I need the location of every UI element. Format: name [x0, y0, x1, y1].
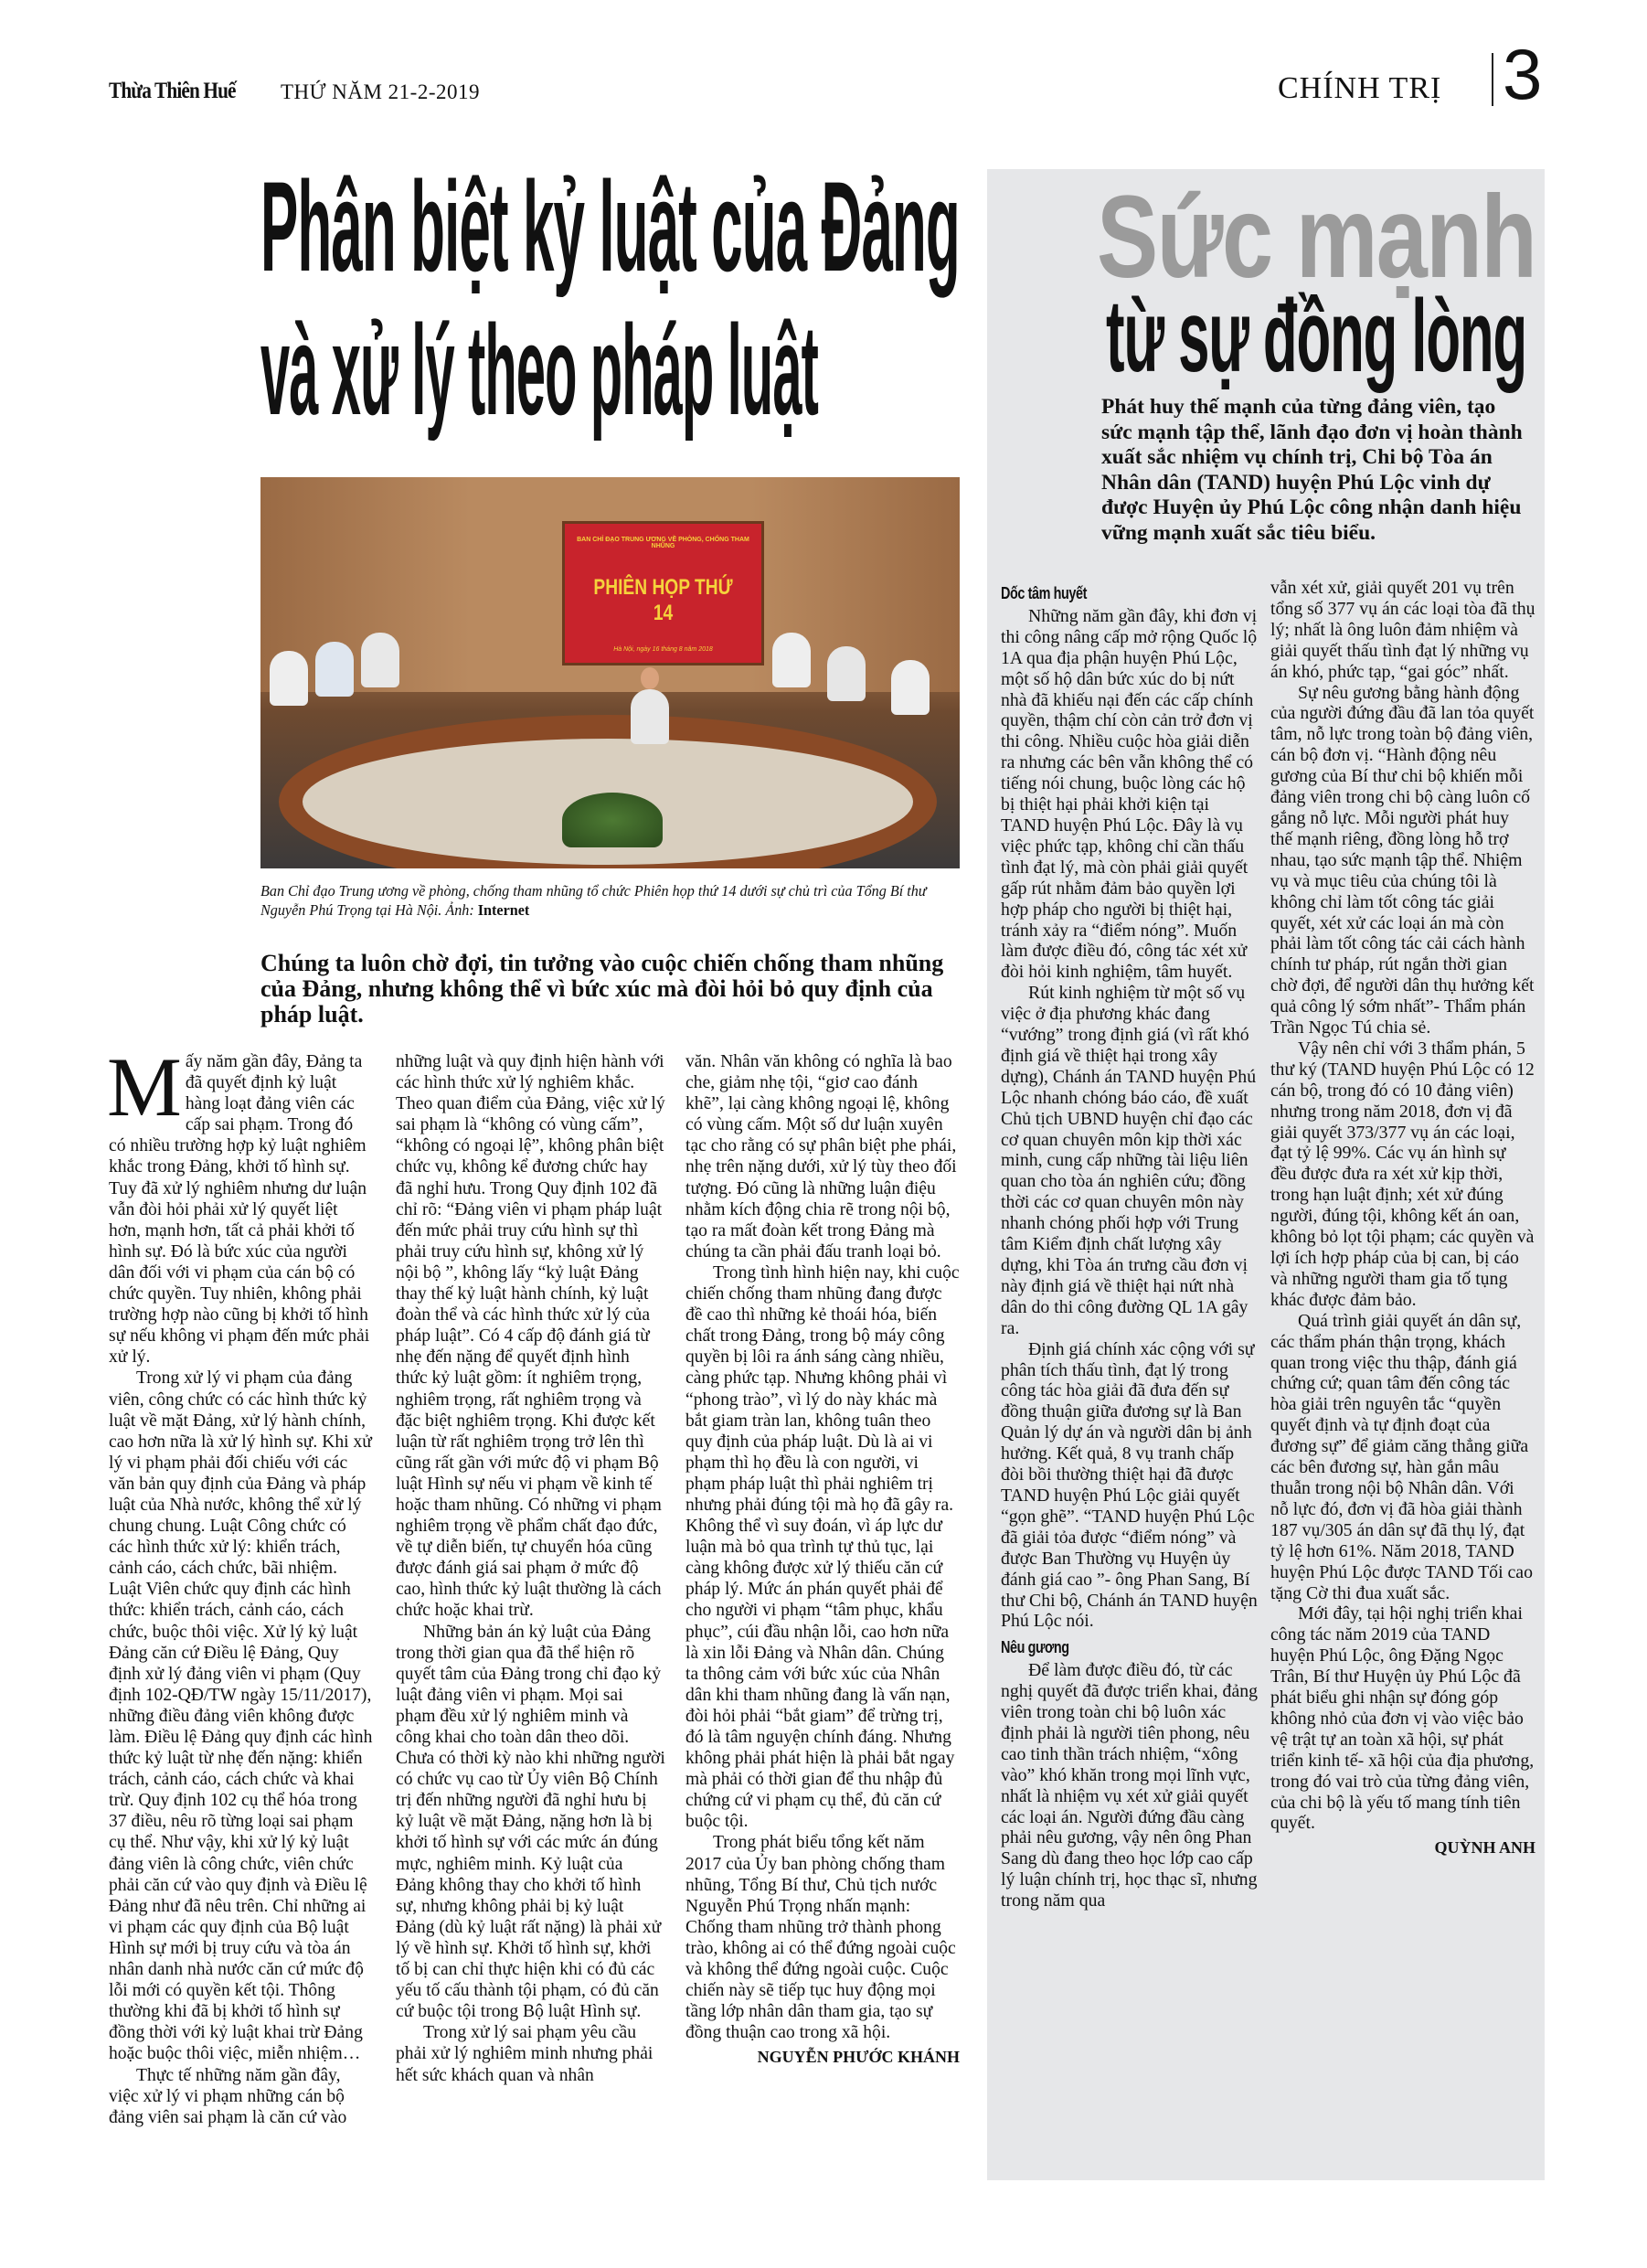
paragraph: Sự nêu gương bằng hành động của người đứng đầu đã lan tỏa quyết tâm, nỗ lực trong toàn bộ đảng viên, cán bộ đơn vị. “Hành động nêu gương của Bí thư chi bộ khiến mỗi đảng viên trong chi bộ càng luôn cố gắng nỗ lực. Mỗi người phát huy thế mạnh riêng, đồng lòng hỗ trợ nhau, tạo sức mạnh tập thể. Nhiệm vụ và mục tiêu của chúng tôi là không chỉ làm tốt công tác giải quyết, xét xử các loại án mà còn phải làm tốt công tác cải cách hành chính tư pháp, rút ngắn thời gian chờ đợi, để người dân thụ hưởng kết quả công lý sớm nhất”- Thẩm phán Trần Ngọc Tú chia sẻ.: [1270, 682, 1535, 1038]
photo-banner: [562, 521, 764, 665]
paragraph: Những bản án kỷ luật của Đảng trong thời gian qua đã thể hiện rõ quyết tâm của Đảng trong chỉ đạo kỷ luật đảng viên vi phạm. Mọi sai phạm đều xử lý nghiêm minh và công khai cho toàn dân theo dõi. Chưa có thời kỳ nào khi những người có chức vụ cao từ Ủy viên Bộ Chính trị đến những người đã nghỉ hưu bị kỷ luật về mặt Đảng, nặng hơn là bị khởi tố hình sự với các mức án đúng mực, nghiêm minh. Kỷ luật của Đảng không thay cho khởi tố hình sự, nhưng không phải bị kỷ luật Đảng (dù kỷ luật rất nặng) là phải xử lý về hình sự. Khởi tố hình sự, khởi tố bị can chỉ thực hiện khi có đủ các yếu tố cấu thành tội phạm, có đủ căn cứ buộc tội trong Bộ luật Hình sự.: [396, 1622, 665, 2022]
sidebar-title-line-1: Sức mạnh: [1097, 172, 1536, 303]
drop-cap: M: [107, 1040, 182, 1134]
sidebar-lead: Phát huy thế mạnh của từng đảng viên, tạo sức mạnh tập thể, lãnh đạo đơn vị hoàn thành xuất sắc nhiệm vụ chính trị, Chi bộ Tòa án Nhân dân (TAND) huyện Phú Lộc vinh dự được Huyện ủy Phú Lộc công nhận danh hiệu vững mạnh xuất sắc tiêu biểu.: [1101, 395, 1523, 545]
photo-person: [270, 651, 308, 706]
newspaper-name: Thừa Thiên Huế: [109, 79, 236, 103]
paragraph: Trong tình hình hiện nay, khi cuộc chiến chống tham nhũng đang được đề cao thì những kẻ thoái hóa, biến chất trong Đảng, trong bộ máy công quyền bị lôi ra ánh sáng càng nhiều, càng phức tạp. Nhưng không phải vì “phong trào”, vì lý do này khác mà bắt giam tràn lan, không tuân theo quy định của pháp luật. Dù là ai vi phạm thì họ đều là con người, vi phạm pháp luật thì phải nghiêm trị nhưng phải đúng tội mà họ đã gây ra. Không thể vì suy đoán, vì áp lực dư luận mà bỏ qua trình tự thủ tục, lại càng không được xử lý thiếu căn cứ pháp lý. Mức án phán quyết phải để cho người vi phạm “tâm phục, khẩu phục”, cúi đầu nhận lỗi, cao hơn nữa là xin lỗi Đảng và Nhân dân. Chúng ta thông cảm với bức xúc của Nhân dân khi tham nhũng đang là vấn nạn, đòi hỏi phải “bắt giam” để trừng trị, đó là tâm nguyện chính đáng. Nhưng không phải phát hiện là phải bắt ngay mà phải có thời gian để thu nhập đủ chứng cứ vi phạm cụ thể, đủ căn cứ buộc tội.: [685, 1262, 960, 1832]
article-title-line-1: Phân biệt kỷ luật của Đảng: [260, 154, 960, 298]
photo-person: [827, 646, 866, 701]
article-column-1: [107, 1040, 374, 2128]
author-byline: QUỲNH ANH: [1434, 1838, 1535, 1858]
paragraph: Mới đây, tại hội nghị triển khai công tác năm 2019 của TAND huyện Phú Lộc, ông Đặng Ngọc Trân, Bí thư Huyện ủy Phú Lộc đã phát biểu ghi nhận sự đóng góp không nhỏ của đơn vị vào việc bảo vệ trật tự an toàn xã hội, sự phát triển kinh tế- xã hội của địa phương, trong đó vai trò của từng đảng viên, của chi bộ là yếu tố mang tính tiên quyết.: [1270, 1603, 1535, 1834]
paragraph: văn. Nhân văn không có nghĩa là bao che, giảm nhẹ tội, “giơ cao đánh khẽ”, lại càng không ngoại lệ, không có vùng cấm. Một số dư luận xuyên tạc cho rằng có sự phân biệt phe phái, nhẹ trên nặng dưới, xử lý tùy theo đối tượng. Đó cũng là những luận điệu nhằm kích động chia rẽ trong nội bộ, tạo ra mất đoàn kết trong Đảng mà chúng ta cần phải đấu tranh loại bỏ.: [685, 1052, 957, 1262]
paragraph: vẫn xét xử, giải quyết 201 vụ trên tổng số 377 vụ án các loại tòa đã thụ lý; nhất là ông luôn đảm nhiệm và giải quyết thấu tình đạt lý những vụ án khó, phức tạp, “gai góc” nhất.: [1270, 578, 1535, 682]
paragraph: những luật và quy định hiện hành với các hình thức xử lý nghiêm khắc. Theo quan điểm của Đảng, việc xử lý sai phạm là “không có vùng cấm”, “không có ngoại lệ”, không phân biệt chức vụ, không kể đương chức hay đã nghỉ hưu. Trong Quy định 102 đã chỉ rõ: “Đảng viên vi phạm pháp luật đến mức phải truy cứu hình sự thì phải truy cứu hình sự, không xử lý nội bộ ”, không lấy “kỷ luật Đảng thay thế kỷ luật hành chính, kỷ luật đoàn thể và các hình thức xử lý của pháp luật”. Có 4 cấp độ đánh giá từ nhẹ đến nặng để quyết định hình thức kỷ luật gồm: ít nghiêm trọng, nghiêm trọng, rất nghiêm trọng và đặc biệt nghiêm trọng. Khi được kết luận từ rất nghiêm trọng trở lên thì cũng rất gần với mức độ vi phạm Bộ luật Hình sự nếu vi phạm về kinh tế hoặc tham nhũng. Có những vi phạm nghiêm trọng về phẩm chất đạo đức, về tự diễn biến, tự chuyển hóa cũng được đánh giá sai phạm ở mức độ cao, hình thức kỷ luật thường là cách chức hoặc khai trừ.: [396, 1052, 665, 1621]
paragraph: [107, 1040, 374, 1368]
article-lead: Chúng ta luôn chờ đợi, tin tưởng vào cuộc chiến chống tham nhũng của Đảng, nhưng không thể vì bức xúc mà đòi hỏi bỏ quy định của pháp luật.: [260, 950, 944, 1028]
paragraph: Trong xử lý vi phạm của đảng viên, công chức có các hình thức kỷ luật về mặt Đảng, xử lý hành chính, cao hơn nữa là xử lý hình sự. Khi xử lý vi phạm phải đối chiếu với các văn bản quy định của Đảng và pháp luật của Nhà nước, không thể xử lý chung chung. Luật Công chức có các hình thức xử lý: khiển trách, cảnh cáo, cách chức, bãi nhiệm. Luật Viên chức quy định các hình thức: khiển trách, cảnh cáo, cách chức, buộc thôi việc. Xử lý kỷ luật Đảng căn cứ Điều lệ Đảng, Quy định xử lý đảng viên vi phạm (Quy định 102-QĐ/TW ngày 15/11/2017), những điều đảng viên không được làm. Điều lệ Đảng quy định các hình thức kỷ luật từ nhẹ đến nặng: khiển trách, cảnh cáo, cách chức và khai trừ. Quy định 102 cụ thể hóa trong 37 điều, nêu rõ từng loại sai phạm cụ thể. Như vậy, khi xử lý kỷ luật đảng viên là công chức, viên chức phải căn cứ vào quy định và Điều lệ Đảng như đã nêu trên. Chỉ những ai vi phạm các quy định của Bộ luật Hình sự mới bị truy cứu và tòa án nhân danh nhà nước căn cứ mức độ lỗi mới có quyền kết tội. Thông thường khi đã bị khởi tố hình sự đồng thời với kỷ luật khai trừ Đảng hoặc buộc thôi việc, miễn nhiệm…: [109, 1368, 373, 2064]
header-divider: [1492, 53, 1493, 106]
photo-person: [891, 660, 930, 715]
paragraph: Rút kinh nghiệm từ một số vụ việc ở địa phương khác đang “vướng” trong định giá (vì rất khó định giá về thiệt hại trong xây dựng), Chánh án TAND huyện Phú Lộc nhanh chóng báo cáo, đề xuất Chủ tịch UBND huyện chỉ đạo các cơ quan chuyên môn kịp thời xác minh, cung cấp những tài liệu liên quan cho tòa án nghiên cứu; đồng thời các cơ quan chuyên môn này nhanh chóng phối hợp với Trung tâm Kiểm định chất lượng xây dựng, khi Tòa án trưng cầu đơn vị này định giá về thiệt hại nứt nhà dân do thi công đường QL 1A gây ra.: [1001, 983, 1257, 1338]
paragraph: Định giá chính xác cộng với sự phân tích thấu tình, đạt lý trong công tác hòa giải đã đưa đến sự đồng thuận giữa đương sự là Ban Quản lý dự án và người dân bị ảnh hưởng. Kết quả, 8 vụ tranh chấp đòi bồi thường thiệt hại đã được TAND huyện Phú Lộc giải quyết “gọn ghẽ”. “TAND huyện Phú Lộc đã giải tỏa được “điểm nóng” và được Ban Thường vụ Huyện ủy đánh giá cao ”- ông Phan Sang, Bí thư Chi bộ, Chánh án TAND huyện Phú Lộc nói.: [1001, 1338, 1258, 1632]
page-number: 3: [1503, 34, 1543, 114]
article-column-3: [685, 1051, 960, 2069]
paragraph: Những năm gần đây, khi đơn vị thi công nâng cấp mở rộng Quốc lộ 1A qua địa phận huyện Phú Lộc, một số hộ dân bức xúc do bị nứt nhà đã khiếu nại đến các cấp chính quyền, thậm chí còn cản trở đơn vị thi công. Nhiều cuộc hòa giải diễn ra nhưng các bên vẫn không thể có tiếng nói chung, buộc lòng các hộ bị thiệt hại phải khởi kiện tại TAND huyện Phú Lộc. Đây là vụ việc phức tạp, không chỉ cần thấu tình đạt lý, mà còn phải giải quyết gấp rút nhằm đảm bảo quyền lợi hợp pháp cho người bị thiệt hại, tránh xảy ra “điểm nóng”. Muốn làm được điều đó, công tác xét xử đòi hỏi kinh nghiệm, tâm huyết.: [1001, 605, 1258, 983]
issue-date: THỨ NĂM 21-2-2019: [281, 80, 480, 103]
banner-top-text: BAN CHỈ ĐẠO TRUNG ƯƠNG VỀ PHÒNG, CHỐNG THAM NHŨNG: [577, 537, 749, 549]
photo-person: [361, 633, 399, 687]
banner-date-text: Hà Nội, ngày 16 tháng 8 năm 2018: [613, 646, 713, 653]
photo-person: [315, 642, 354, 697]
subheading: Dốc tâm huyết: [1001, 584, 1088, 602]
paragraph-text: ấy năm gần đây, Đảng ta đã quyết định kỷ luật hàng loạt đảng viên các cấp sai phạm. Trong đó có nhiều trường hợp kỷ luật nghiêm khắc trong Đảng, khởi tố hình sự. Tuy đã xử lý nghiêm nhưng dư luận vẫn đòi hỏi phải xử lý quyết liệt hơn, mạnh hơn, tất cả phải khởi tố hình sự. Đó là bức xúc của người dân đối với vi phạm của cán bộ có chức quyền. Tuy nhiên, không phải trường hợp nào cũng bị khởi tố hình sự nếu không vi phạm đến mức phải xử lý.: [109, 1052, 370, 1368]
author-byline: NGUYỄN PHƯỚC KHÁNH: [757, 2048, 960, 2067]
photo-caption: [260, 881, 930, 920]
article-photo: [260, 477, 960, 868]
paragraph: Trong xử lý sai phạm yêu cầu phải xử lý nghiêm minh nhưng phải hết sức khách quan và nhân: [396, 2023, 653, 2085]
paragraph: Thực tế những năm gần đây, việc xử lý vi phạm những cán bộ đảng viên sai phạm là căn cứ vào: [109, 2065, 347, 2127]
article-column-2: [396, 1051, 665, 2086]
caption-text: Ban Chỉ đạo Trung ương về phòng, chống tham nhũng tổ chức Phiên họp thứ 14 dưới sự chủ trì của Tổng Bí thư Nguyễn Phú Trọng tại Hà Nội. Ảnh:: [260, 882, 927, 919]
sidebar-column-2: [1270, 578, 1535, 1858]
banner-main-text: PHIÊN HỌP THỨ 14: [593, 575, 733, 625]
photo-person: [631, 689, 669, 744]
photo-flowers: [562, 793, 663, 847]
paragraph: Quá trình giải quyết án dân sự, các thẩm phán thận trọng, khách quan trong việc thu thập, đánh giá chứng cứ; quan tâm đến công tác hòa giải trên nguyên tắc “quyền quyết định và tự định đoạt của đương sự” để giảm căng thẳng giữa các bên đương sự, hàn gắn mâu thuẫn trong nội bộ Nhân dân. Với nỗ lực đó, đơn vị đã hòa giải thành 187 vụ/305 án dân sự đã thụ lý, đạt tỷ lệ hơn 61%. Năm 2018, TAND huyện Phú Lộc được TAND Tối cao tặng Cờ thi đua xuất sắc.: [1270, 1310, 1533, 1603]
photo-person-head: [641, 667, 659, 689]
photo-person: [772, 633, 811, 687]
section-title: CHÍNH TRỊ: [1278, 71, 1442, 105]
paragraph: Trong phát biểu tổng kết năm 2017 của Ủy ban phòng chống tham nhũng, Tổng Bí thư, Chủ tịch nước Nguyễn Phú Trọng nhấn mạnh: Chống tham nhũng trở thành phong trào, không ai có thể đứng ngoài cuộc và không thể đứng ngoài cuộc. Cuộc chiến này sẽ tiếp tục huy động mọi tầng lớp nhân dân tham gia, tạo sự đồng thuận cao trong xã hội.: [685, 1833, 956, 2043]
sidebar-column-1: [1001, 578, 1261, 1911]
paragraph: Vậy nên chỉ với 3 thẩm phán, 5 thư ký (TAND huyện Phú Lộc có 12 cán bộ, trong đó có 10 đảng viên) nhưng trong năm 2018, đơn vị đã giải quyết 373/377 vụ án các loại, đạt tỷ lệ 99%. Các vụ án hình sự đều được đưa ra xét xử kịp thời, trong hạn luật định; xét xử đúng người, đúng tội, không kết án oan, không bỏ lọt tội phạm; các quyền và lợi ích hợp pháp của bị can, bị cáo và những người tham gia tố tụng khác được đảm bảo.: [1270, 1038, 1535, 1310]
paragraph: Để làm được điều đó, từ các nghị quyết đã được triển khai, đảng viên trong toàn chi bộ luôn xác định phải là người tiên phong, nêu cao tinh thần trách nhiệm, “xông vào” khó khăn trong mọi lĩnh vực, nhất là nhiệm vụ xét xử giải quyết các loại án. Người đứng đầu càng phải nêu gương, vậy nên ông Phan Sang dù đang theo học lớp cao cấp lý luận chính trị, học thạc sĩ, nhưng trong năm qua: [1001, 1660, 1259, 1911]
article-title-line-2: và xử lý theo pháp luật: [260, 298, 819, 442]
sidebar-title-line-2: từ sự đồng lòng: [1106, 279, 1527, 393]
caption-credit: Internet: [477, 901, 530, 919]
subheading: Nêu gương: [1001, 1638, 1069, 1657]
